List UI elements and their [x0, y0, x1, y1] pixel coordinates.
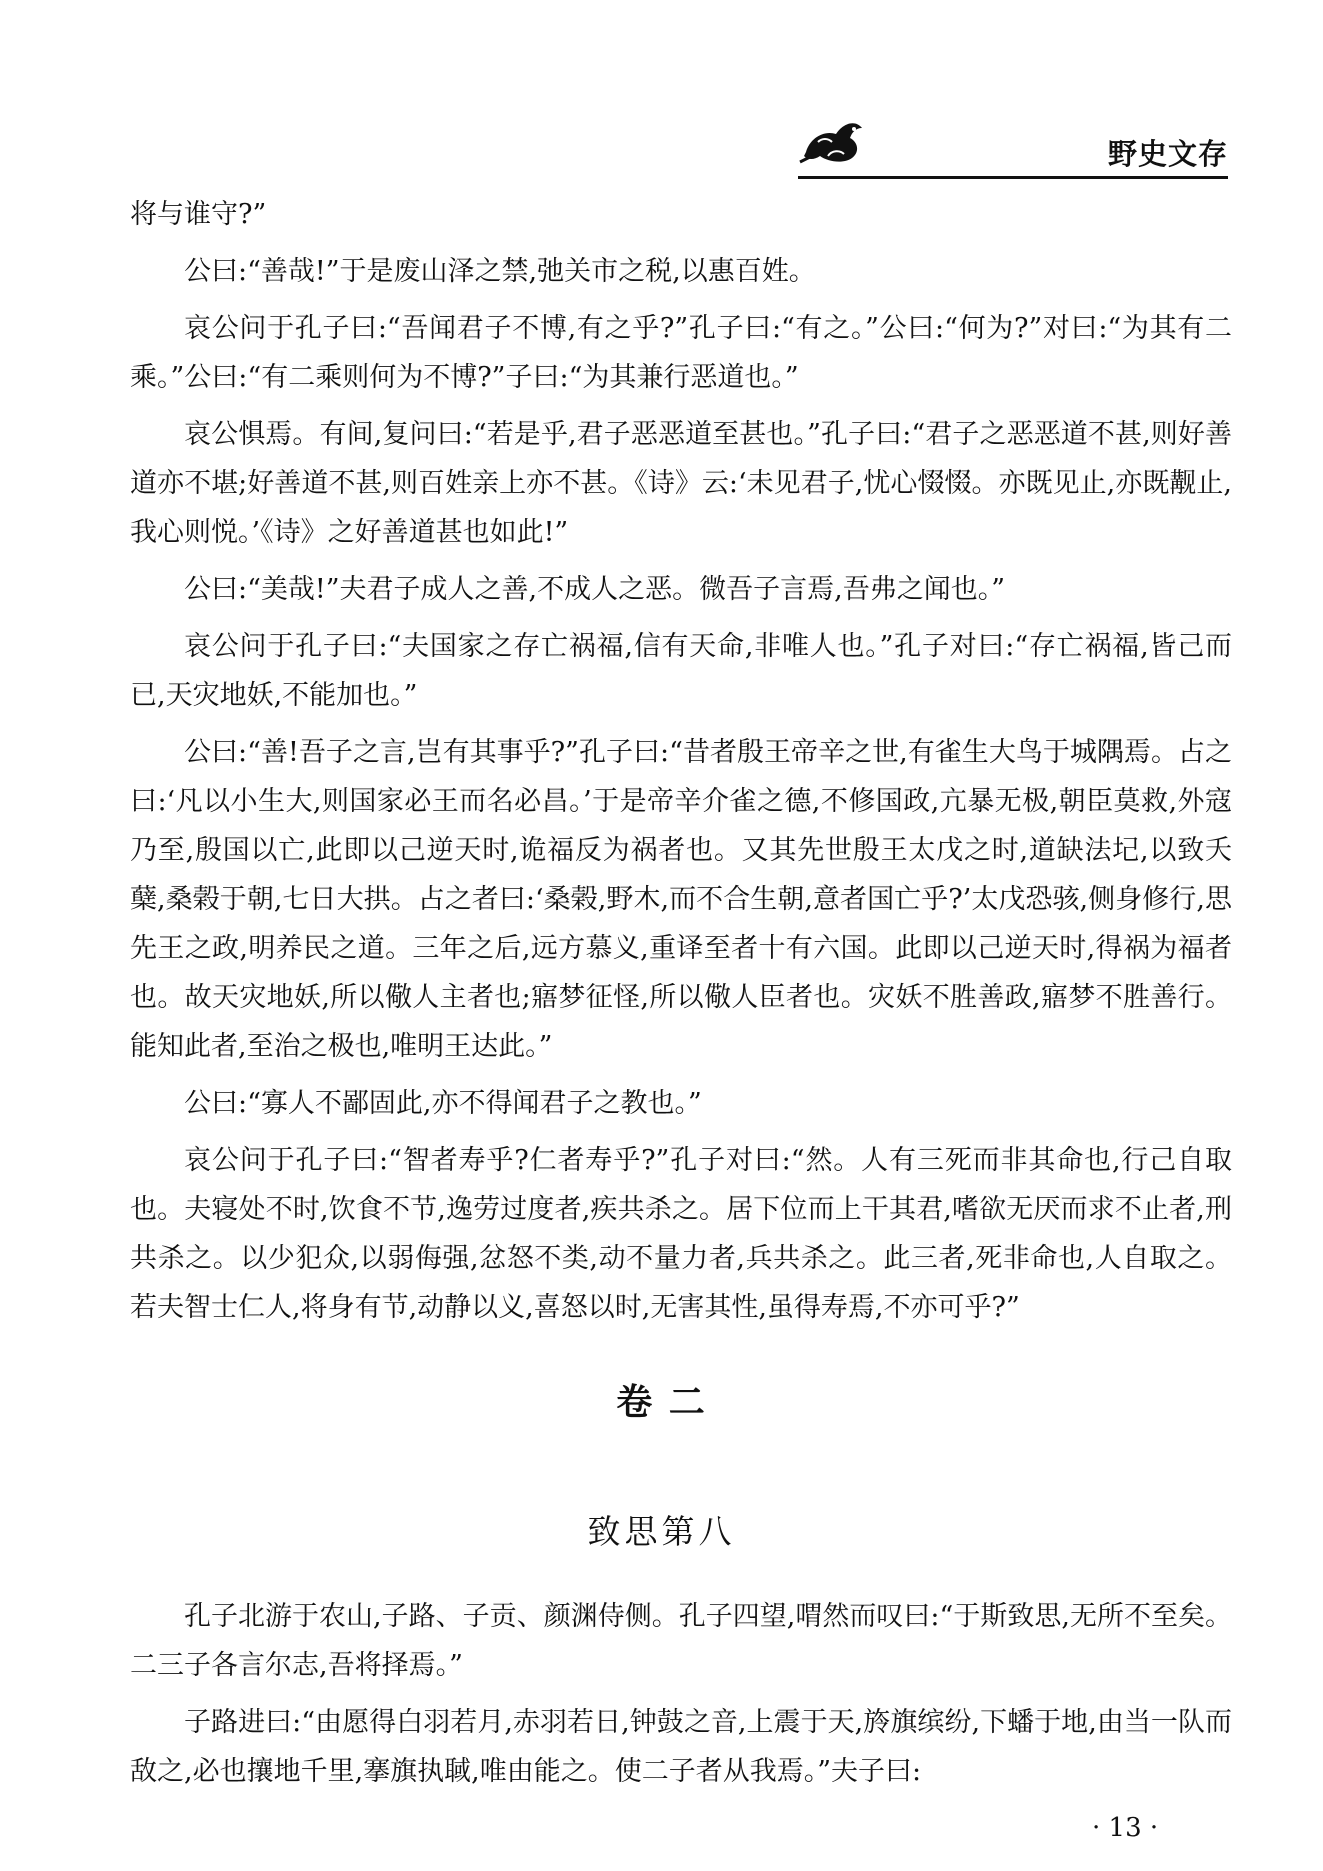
chapter-heading: 致思第八 [587, 1512, 736, 1551]
paragraph: 公曰:“美哉!”夫君子成人之善,不成人之恶。微吾子言焉,吾弗之闻也。” [184, 574, 1006, 605]
paragraph: 哀公问于孔子曰:“夫国家之存亡祸福,信有天命,非唯人也。”孔子对曰:“存亡祸福,皆己而已,天灾地妖,不能加也。” [130, 631, 1232, 711]
paragraph: 哀公问于孔子曰:“智者寿乎?仁者寿乎?”孔子对曰:“然。人有三死而非其命也,行己自取也。夫寝处不时,饮食不节,逸劳过度者,疾共杀之。居下位而上干其君,嗜欲无厌而求不止者,刑共杀之。以少犯众,以弱侮强,忿怒不类,动不量力者,兵共杀之。此三者,死非命也,人自取之。若夫智士仁人,将身有节,动静以义,喜怒以时,无害其性,虽得寿焉,不亦可乎?” [130, 1145, 1232, 1323]
paragraph: 子路进曰:“由愿得白羽若月,赤羽若日,钟鼓之音,上震于天,旍旗缤纷,下蟠于地,由当一队而敌之,必也攘地千里,搴旗执聝,唯由能之。使二子者从我焉。”夫子曰: [130, 1707, 1232, 1787]
paragraph: 公曰:“善哉!”于是废山泽之禁,弛关市之税,以惠百姓。 [184, 256, 816, 287]
page-number: · 13 · [1092, 1813, 1159, 1843]
paragraph: 孔子北游于农山,子路、子贡、颜渊侍侧。孔子四望,喟然而叹曰:“于斯致思,无所不至矣。二三子各言尔志,吾将择焉。” [130, 1601, 1232, 1681]
text-block-top [130, 190, 1232, 1340]
header-title: 野史文存 [1107, 137, 1228, 171]
paragraph: 公曰:“寡人不鄙固此,亦不得闻君子之教也。” [184, 1088, 702, 1119]
text-block-bottom [130, 1592, 1232, 1804]
paragraph: 公曰:“善!吾子之言,岂有其事乎?”孔子曰:“昔者殷王帝辛之世,有雀生大鸟于城隅焉。占之曰:‘凡以小生大,则国家必王而名必昌。’于是帝辛介雀之德,不修国政,亢暴无极,朝臣莫救,外寇乃至,殷国以亡,此即以己逆天时,诡福反为祸者也。又其先世殷王太戊之时,道缺法圮,以致夭蘖,桑榖于朝,七日大拱。占之者曰:‘桑榖,野木,而不合生朝,意者国亡乎?’太戊恐骇,侧身修行,思先王之政,明养民之道。三年之后,远方慕义,重译至者十有六国。此即以己逆天时,得祸为福者也。故天灾地妖,所以儆人主者也;寤梦征怪,所以儆人臣者也。灾妖不胜善政,寤梦不胜善行。能知此者,至治之极也,唯明王达此。” [130, 737, 1232, 1062]
volume-heading: 卷 二 [616, 1382, 707, 1423]
paragraph: 将与谁守?” [130, 199, 267, 230]
paragraph: 哀公问于孔子曰:“吾闻君子不博,有之乎?”孔子曰:“有之。”公曰:“何为?”对曰:“为其有二乘。”公曰:“有二乘则何为不博?”子曰:“为其兼行恶道也。” [130, 313, 1232, 393]
paragraph: 哀公惧焉。有间,复问曰:“若是乎,君子恶恶道至甚也。”孔子曰:“君子之恶恶道不甚,则好善道亦不堪;好善道不甚,则百姓亲上亦不甚。《诗》云:‘未见君子,忧心惙惙。亦既见止,亦既觏止,我心则悦。’《诗》之好善道甚也如此!” [130, 419, 1232, 548]
running-header [798, 108, 1228, 180]
header-rule [798, 176, 1228, 179]
dragon-emblem-icon [798, 112, 868, 168]
